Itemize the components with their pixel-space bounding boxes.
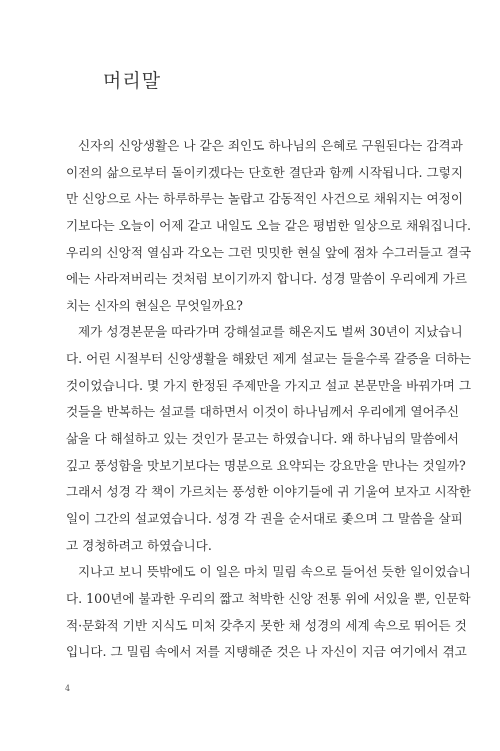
text-line: 신자의 신앙생활은 나 같은 죄인도 하나님의 은혜로 구원된다는 감격과	[78, 138, 463, 153]
text-line: 그래서 성경 각 책이 가르치는 풍성한 이야기들에 귀 기울여 보자고 시작한	[66, 484, 471, 500]
page-title: 머리말	[103, 70, 162, 92]
text-line: 것들을 반복하는 설교를 대하면서 이것이 하나님께서 우리에게 열어주신	[66, 404, 459, 420]
text-line: 깊고 풍성함을 맛보기보다는 명분으로 요약되는 강요만을 만나는 것일까?	[66, 457, 466, 473]
text-line: 고 경청하려고 하였습니다.	[66, 537, 212, 553]
text-line: 기보다는 오늘이 어제 같고 내일도 오늘 같은 평범한 일상으로 채워집니다.	[66, 217, 471, 233]
text-line: 제가 성경본문을 따라가며 강해설교를 해온지도 벌써 30년이 지났습니	[78, 324, 463, 340]
paragraph-1	[66, 133, 471, 319]
text-line: 이전의 삶으로부터 돌이키겠다는 단호한 결단과 함께 시작됩니다. 그렇지	[66, 164, 463, 180]
paragraph-2	[66, 319, 471, 559]
text-line: 일이 그간의 설교였습니다. 성경 각 권을 순서대로 좇으며 그 말씀을 살피	[66, 510, 463, 526]
paragraph-3	[66, 559, 471, 666]
text-line: 다. 어린 시절부터 신앙생활을 해왔던 제게 설교는 들을수록 갈증을 더하는	[66, 351, 471, 367]
text-line: 것이었습니다. 몇 가지 한정된 주제만을 가지고 설교 본문만을 바꿔가며 그	[66, 377, 471, 393]
text-line: 만 신앙으로 사는 하루하루는 놀랍고 감동적인 사건으로 채워지는 여정이	[66, 191, 463, 207]
page-number: 4	[65, 684, 71, 693]
text-line: 지나고 보니 뜻밖에도 이 일은 마치 밀림 속으로 들어선 듯한 일이었습니	[78, 564, 471, 580]
text-line: 에는 사라져버리는 것처럼 보이기까지 합니다. 성경 말씀이 우리에게 가르	[66, 271, 467, 287]
text-line: 치는 신자의 현실은 무엇일까요?	[66, 297, 243, 313]
text-line: 입니다. 그 밀림 속에서 저를 지탱해준 것은 나 자신이 지금 여기에서 겪고	[66, 644, 467, 660]
text-line: 적·문화적 기반 지식도 미처 갖추지 못한 채 성경의 세계 속으로 뛰어든 것	[66, 617, 467, 633]
text-line: 다. 100년에 불과한 우리의 짧고 척박한 신앙 전통 위에 서있을 뿐, 인문학	[66, 590, 471, 606]
body-text	[66, 133, 471, 666]
text-line: 우리의 신앙적 열심과 각오는 그런 밋밋한 현실 앞에 점차 수그러들고 결국	[66, 244, 471, 260]
text-line: 삶을 다 해설하고 있는 것인가 묻고는 하였습니다. 왜 하나님의 말씀에서	[66, 431, 459, 447]
